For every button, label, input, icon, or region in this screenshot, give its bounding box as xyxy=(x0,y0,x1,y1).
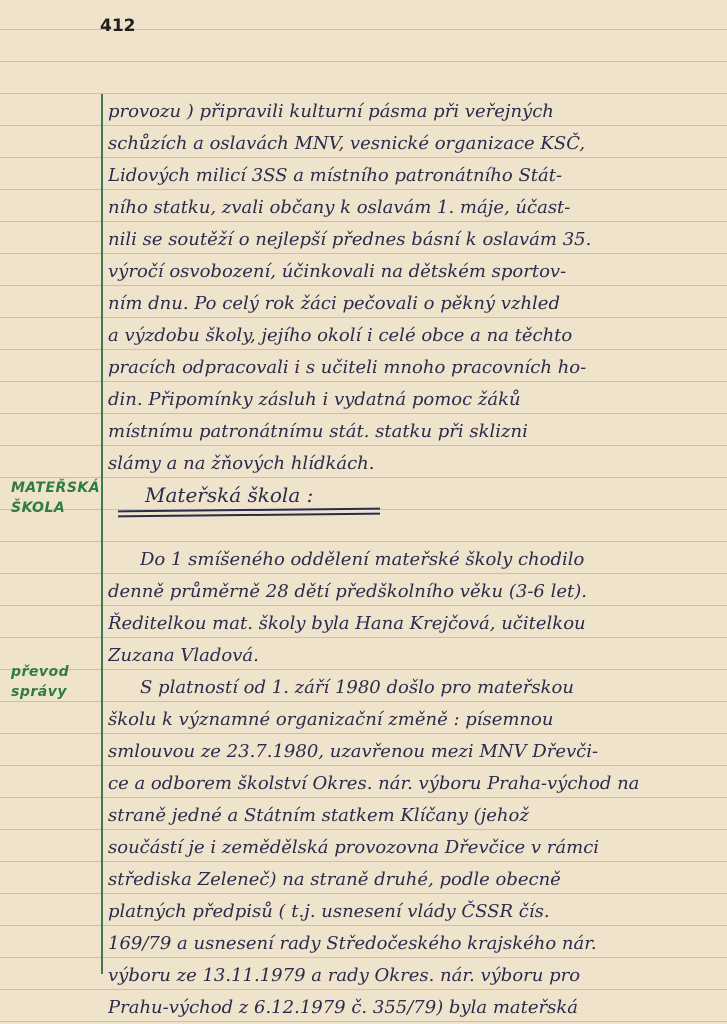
margin-note-line: převod xyxy=(11,664,70,680)
text-line: školu k významné organizační změně : písemnou xyxy=(108,709,554,730)
section-heading: Mateřská škola : xyxy=(145,483,314,507)
text-line: součástí je i zemědělská provozovna Dřevčice v rámci xyxy=(108,837,600,858)
text-line: smlouvou ze 23.7.1980, uzavřenou mezi MNV Dřevči- xyxy=(108,741,599,762)
text-line: a výzdobu školy, jejího okolí i celé obce a na těchto xyxy=(108,325,573,346)
text-line: din. Připomínky zásluh i vydatná pomoc žáků xyxy=(108,389,521,410)
text-line: střediska Zeleneč) na straně druhé, podle obecně xyxy=(108,869,561,890)
text-line: výročí osvobození, účinkovali na dětském sportov- xyxy=(108,261,567,282)
text-line: Ředitelkou mat. školy byla Hana Krejčová, učitelkou xyxy=(108,613,586,634)
text-line: Zuzana Vladová. xyxy=(108,645,259,666)
text-line: místnímu patronátnímu stát. statku při sklizni xyxy=(108,421,528,442)
text-line: slámy a na žňových hlídkách. xyxy=(108,453,375,474)
page-number: 412 xyxy=(100,16,136,36)
text-line: straně jedné a Státním statkem Klíčany (jehož xyxy=(108,805,529,826)
text-line: výboru ze 13.11.1979 a rady Okres. nár. výboru pro xyxy=(108,965,581,986)
text-line: nili se soutěží o nejlepší přednes básní k oslavám 35. xyxy=(108,229,592,250)
text-line: denně průměrně 28 dětí předškolního věku (3-6 let). xyxy=(108,581,587,602)
text-line: ním dnu. Po celý rok žáci pečovali o pěkný vzhled xyxy=(108,293,560,314)
text-line: Do 1 smíšeného oddělení mateřské školy chodilo xyxy=(140,549,585,570)
text-line: provozu ) připravili kulturní pásma při veřejných xyxy=(108,101,554,122)
margin-note-line: správy xyxy=(11,684,67,700)
text-line: Prahu-východ z 6.12.1979 č. 355/79) byla mateřská xyxy=(108,997,579,1018)
text-line: platných předpisů ( t.j. usnesení vlády ČSSR čís. xyxy=(108,901,550,922)
margin-note-prevod-spravy xyxy=(11,662,69,702)
text-line: ního statku, zvali občany k oslavám 1. máje, účast- xyxy=(108,197,571,218)
text-line: 169/79 a usnesení rady Středočeského krajského nár. xyxy=(108,933,597,954)
margin-note-line: MATEŘSKÁ xyxy=(11,480,101,496)
text-line: Lidových milicí 3SS a místního patronátního Stát- xyxy=(108,165,563,186)
margin-note-materska-skola xyxy=(11,478,100,518)
text-line: schůzích a oslavách MNV, vesnické organizace KSČ, xyxy=(108,133,586,154)
text-line: S platností od 1. září 1980 došlo pro mateřskou xyxy=(140,677,574,698)
text-line: pracích odpracovali i s učiteli mnoho pracovních ho- xyxy=(108,357,587,378)
margin-note-line: ŠKOLA xyxy=(11,500,66,516)
heading-underline xyxy=(118,508,380,513)
heading-underline xyxy=(118,513,380,518)
margin-line xyxy=(101,94,103,974)
text-line: ce a odborem školství Okres. nár. výboru Praha-východ na xyxy=(108,773,640,794)
